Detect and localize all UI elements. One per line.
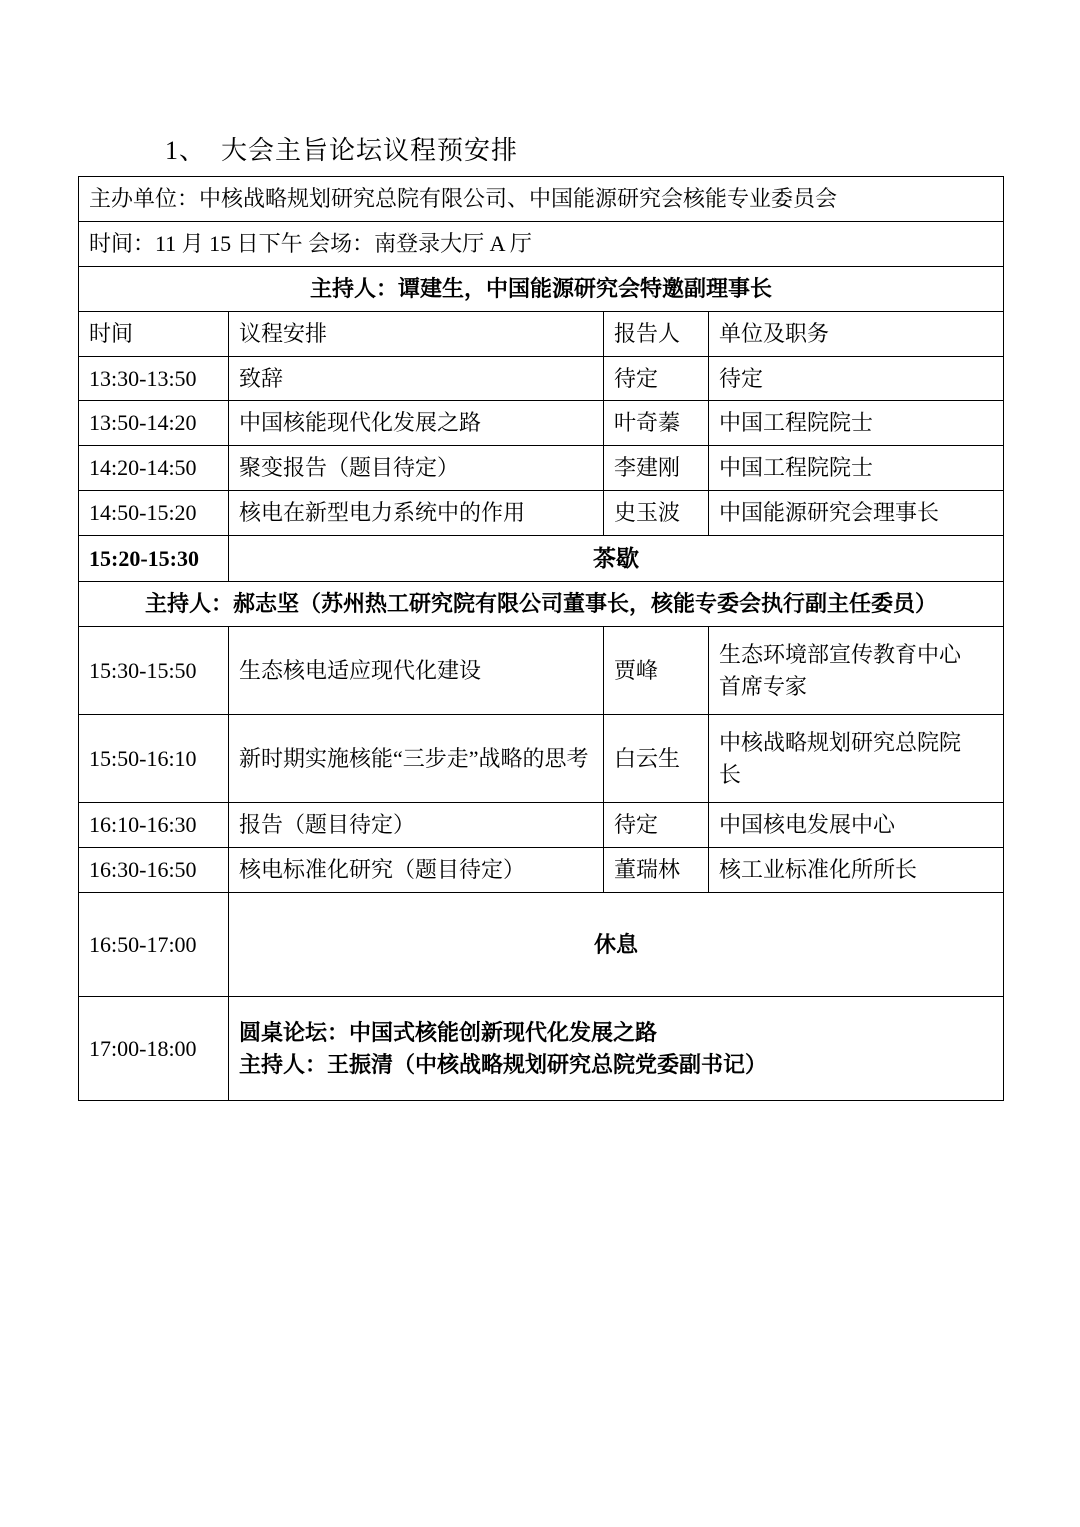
roundtable-host: 主持人：王振清（中核战略规划研究总院党委副书记）	[239, 1051, 768, 1077]
cell-org	[709, 627, 1004, 715]
host-1-text: 主持人：谭建生，中国能源研究会特邀副理事长	[79, 266, 1004, 311]
column-header-time: 时间	[79, 311, 229, 356]
cell-topic: 生态核电适应现代化建设	[229, 627, 604, 715]
cell-org-line-2: 首席专家	[719, 673, 808, 699]
table-row	[79, 715, 1004, 803]
cell-time: 16:50-17:00	[79, 893, 229, 997]
cell-topic: 核电在新型电力系统中的作用	[229, 491, 604, 536]
organizer-text: 主办单位：中核战略规划研究总院有限公司、中国能源研究会核能专业委员会	[79, 177, 1004, 222]
column-header-org: 单位及职务	[709, 311, 1004, 356]
cell-topic: 新时期实施核能“三步走”战略的思考	[229, 715, 604, 803]
cell-org: 中国核电发展中心	[709, 803, 1004, 848]
roundtable-content	[229, 997, 1004, 1101]
cell-time: 13:30-13:50	[79, 356, 229, 401]
table-row	[79, 446, 1004, 491]
cell-org: 中国能源研究会理事长	[709, 491, 1004, 536]
host-2-text: 主持人：郝志坚（苏州热工研究院有限公司董事长，核能专委会执行副主任委员）	[79, 582, 1004, 627]
cell-speaker: 待定	[604, 356, 709, 401]
host-row-1	[79, 266, 1004, 311]
tea-break-label: 茶歇	[229, 536, 1004, 582]
cell-speaker: 史玉波	[604, 491, 709, 536]
cell-org: 核工业标准化所所长	[709, 848, 1004, 893]
cell-speaker: 李建刚	[604, 446, 709, 491]
cell-time: 14:50-15:20	[79, 491, 229, 536]
table-row	[79, 401, 1004, 446]
organizer-row	[79, 177, 1004, 222]
cell-speaker: 白云生	[604, 715, 709, 803]
column-header-speaker: 报告人	[604, 311, 709, 356]
cell-org: 中国工程院院士	[709, 446, 1004, 491]
agenda-table	[78, 176, 1004, 1101]
table-row	[79, 627, 1004, 715]
table-row	[79, 356, 1004, 401]
cell-speaker: 董瑞林	[604, 848, 709, 893]
cell-topic: 核电标准化研究（题目待定）	[229, 848, 604, 893]
cell-time: 13:50-14:20	[79, 401, 229, 446]
cell-topic: 致辞	[229, 356, 604, 401]
tea-break-row	[79, 536, 1004, 582]
cell-speaker: 待定	[604, 803, 709, 848]
cell-time: 16:10-16:30	[79, 803, 229, 848]
cell-topic: 聚变报告（题目待定）	[229, 446, 604, 491]
table-row	[79, 491, 1004, 536]
cell-time: 16:30-16:50	[79, 848, 229, 893]
host-row-2	[79, 582, 1004, 627]
cell-time: 15:20-15:30	[79, 536, 229, 582]
cell-org-line-2: 长	[719, 761, 742, 787]
time-venue-row	[79, 221, 1004, 266]
cell-org-line-1: 生态环境部宣传教育中心	[719, 641, 962, 667]
cell-org: 中国工程院院士	[709, 401, 1004, 446]
cell-time: 15:50-16:10	[79, 715, 229, 803]
table-row	[79, 848, 1004, 893]
table-header-row	[79, 311, 1004, 356]
cell-speaker: 贾峰	[604, 627, 709, 715]
cell-speaker: 叶奇蓁	[604, 401, 709, 446]
page-title: 1、 大会主旨论坛议程预安排	[165, 136, 519, 165]
cell-topic: 报告（题目待定）	[229, 803, 604, 848]
cell-org	[709, 715, 1004, 803]
cell-topic: 中国核能现代化发展之路	[229, 401, 604, 446]
cell-org-line-1: 中核战略规划研究总院院	[719, 729, 962, 755]
rest-break-label: 休息	[229, 893, 1004, 997]
cell-org: 待定	[709, 356, 1004, 401]
cell-time: 15:30-15:50	[79, 627, 229, 715]
roundtable-row	[79, 997, 1004, 1101]
rest-break-row	[79, 893, 1004, 997]
cell-time: 17:00-18:00	[79, 997, 229, 1101]
cell-time: 14:20-14:50	[79, 446, 229, 491]
table-row	[79, 803, 1004, 848]
roundtable-title: 圆桌论坛：中国式核能创新现代化发展之路	[239, 1019, 658, 1045]
column-header-topic: 议程安排	[229, 311, 604, 356]
time-venue-text: 时间：11 月 15 日下午 会场：南登录大厅 A 厅	[79, 221, 1004, 266]
